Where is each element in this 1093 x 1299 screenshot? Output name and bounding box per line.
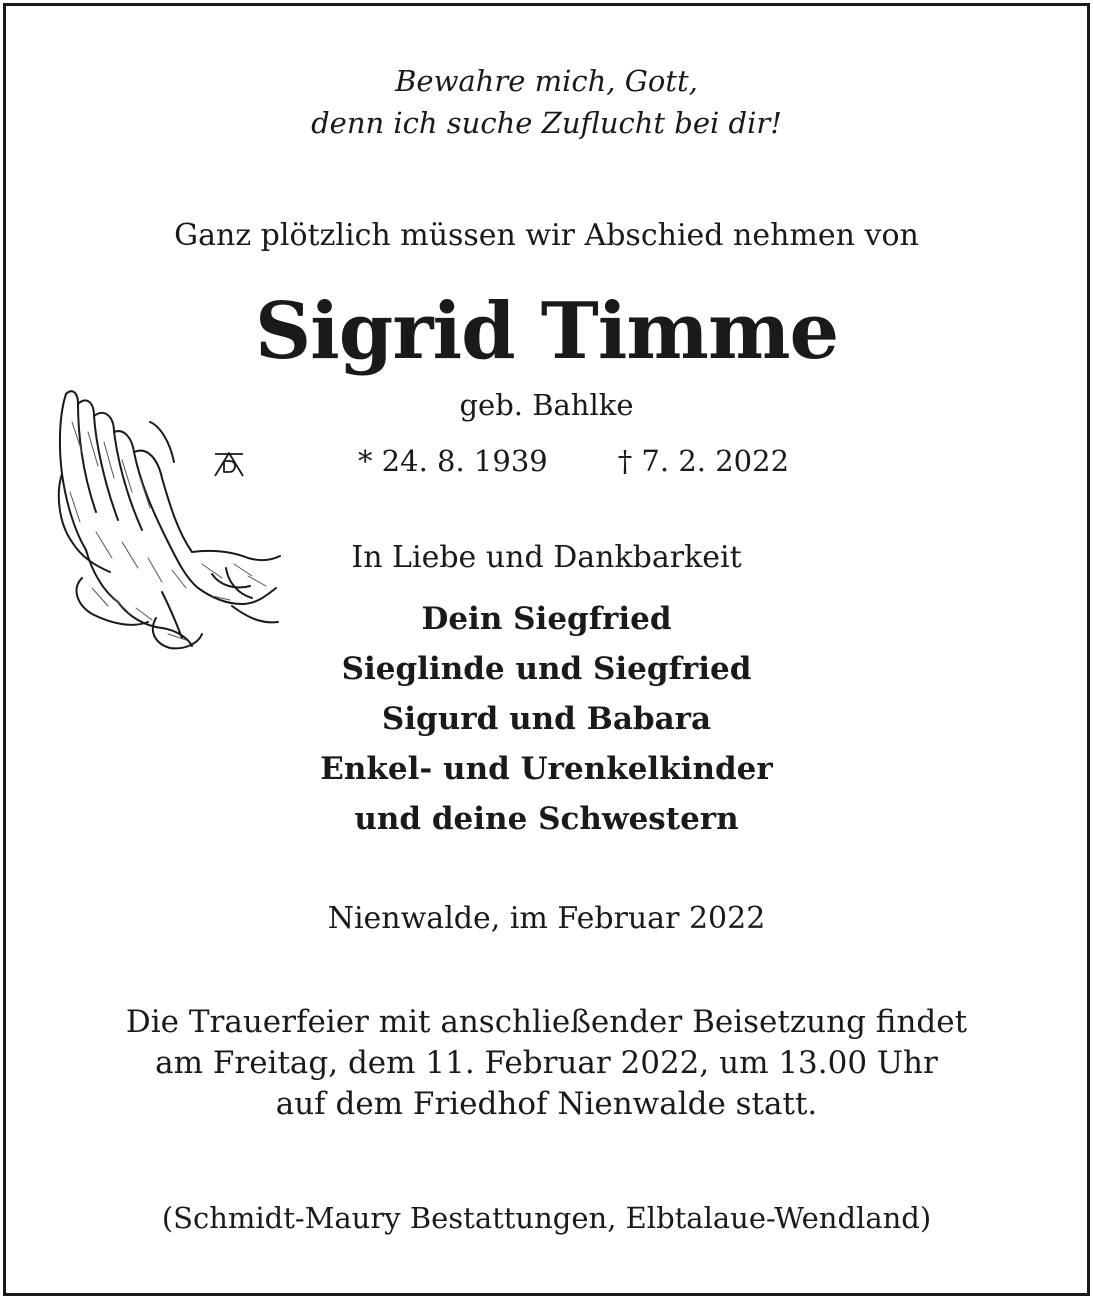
funeral-line-3: auf dem Friedhof Nienwalde statt. bbox=[275, 1086, 818, 1122]
thanks-line: In Liebe und Dankbarkeit bbox=[351, 540, 742, 575]
artist-monogram-icon bbox=[213, 450, 245, 478]
funeral-line-1: Die Trauerfeier mit anschließender Beisetzung findet bbox=[125, 1004, 968, 1040]
funeral-line-2: am Freitag, dem 11. Februar 2022, um 13.00 Uhr bbox=[155, 1045, 938, 1081]
birth-date: * 24. 8. 1939 bbox=[357, 444, 548, 478]
motto-line-1: Bewahre mich, Gott, bbox=[395, 64, 698, 98]
undertaker-credit: (Schmidt-Maury Bestattungen, Elbtalaue-Wendland) bbox=[161, 1201, 932, 1235]
intro-text: Ganz plötzlich müssen wir Abschied nehmen von bbox=[174, 218, 919, 253]
family-member: Dein Siegfried bbox=[421, 601, 672, 637]
family-member: Sigurd und Babara bbox=[381, 701, 712, 737]
place-and-date: Nienwalde, im Februar 2022 bbox=[327, 901, 766, 936]
family-member: Enkel- und Urenkelkinder bbox=[320, 751, 773, 787]
family-member: und deine Schwestern bbox=[354, 801, 739, 837]
death-date: † 7. 2. 2022 bbox=[617, 444, 790, 478]
motto-line-2: denn ich suche Zuflucht bei dir! bbox=[311, 106, 782, 140]
deceased-name: Sigrid Timme bbox=[254, 286, 839, 377]
family-member: Sieglinde und Siegfried bbox=[341, 651, 752, 687]
maiden-name: geb. Bahlke bbox=[459, 388, 634, 422]
